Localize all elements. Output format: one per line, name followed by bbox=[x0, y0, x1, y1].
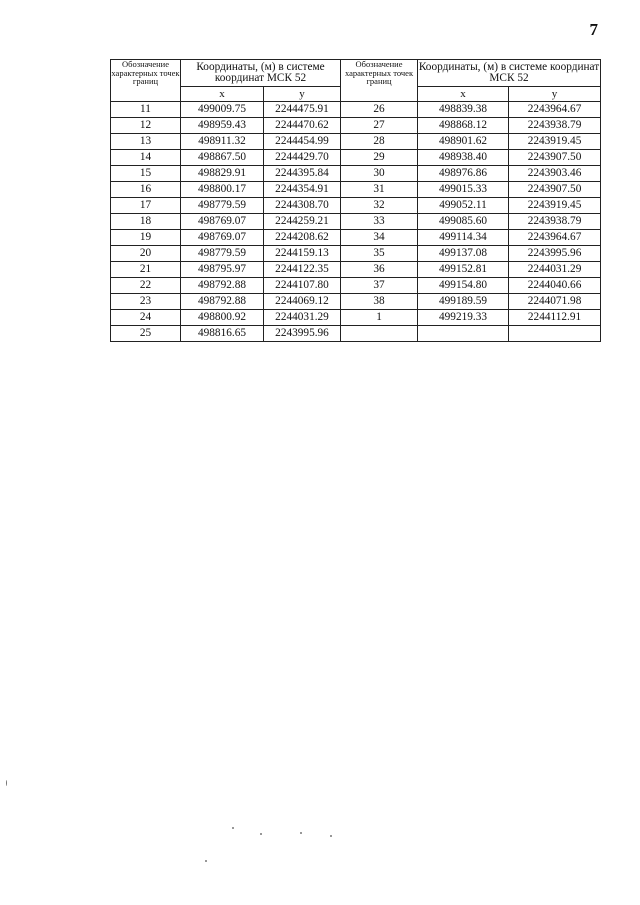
right-y-cell: 2243907.50 bbox=[509, 150, 601, 166]
right-x-cell: 499114.34 bbox=[418, 230, 509, 246]
left-point-cell: 16 bbox=[111, 182, 181, 198]
right-y-cell: 2244112.91 bbox=[509, 310, 601, 326]
right-point-cell bbox=[341, 326, 418, 342]
left-y-cell: 2243995.96 bbox=[264, 326, 341, 342]
left-y-cell: 2244107.80 bbox=[264, 278, 341, 294]
table-row bbox=[111, 246, 601, 262]
right-x-cell: 498938.40 bbox=[418, 150, 509, 166]
table-row bbox=[111, 262, 601, 278]
table-row bbox=[111, 182, 601, 198]
right-point-cell: 27 bbox=[341, 118, 418, 134]
left-y-cell: 2244470.62 bbox=[264, 118, 341, 134]
left-y-cell: 2244208.62 bbox=[264, 230, 341, 246]
left-x-cell: 498795.97 bbox=[181, 262, 264, 278]
right-y-cell: 2243938.79 bbox=[509, 118, 601, 134]
scan-speck bbox=[232, 827, 234, 829]
right-y-cell: 2243938.79 bbox=[509, 214, 601, 230]
left-point-cell: 25 bbox=[111, 326, 181, 342]
left-point-cell: 11 bbox=[111, 102, 181, 118]
right-point-cell: 28 bbox=[341, 134, 418, 150]
right-y-cell: 2243903.46 bbox=[509, 166, 601, 182]
right-point-cell: 36 bbox=[341, 262, 418, 278]
table-row bbox=[111, 326, 601, 342]
table-row bbox=[111, 150, 601, 166]
header-y-right: y bbox=[509, 87, 601, 102]
left-x-cell: 498959.43 bbox=[181, 118, 264, 134]
right-y-cell: 2243919.45 bbox=[509, 198, 601, 214]
right-point-cell: 38 bbox=[341, 294, 418, 310]
left-point-cell: 15 bbox=[111, 166, 181, 182]
left-point-cell: 13 bbox=[111, 134, 181, 150]
right-x-cell: 499137.08 bbox=[418, 246, 509, 262]
right-point-cell: 1 bbox=[341, 310, 418, 326]
right-y-cell: 2243919.45 bbox=[509, 134, 601, 150]
scan-speck bbox=[300, 832, 302, 834]
header-y-left: y bbox=[264, 87, 341, 102]
left-y-cell: 2244069.12 bbox=[264, 294, 341, 310]
right-y-cell bbox=[509, 326, 601, 342]
right-y-cell: 2243907.50 bbox=[509, 182, 601, 198]
right-point-cell: 35 bbox=[341, 246, 418, 262]
header-coords-group-left: Координаты, (м) в системе координат МСК 52 bbox=[181, 60, 341, 87]
left-y-cell: 2244159.13 bbox=[264, 246, 341, 262]
left-point-cell: 21 bbox=[111, 262, 181, 278]
header-point-label-right: Обозначение характерных точек границ bbox=[341, 60, 418, 102]
left-point-cell: 12 bbox=[111, 118, 181, 134]
left-y-cell: 2244475.91 bbox=[264, 102, 341, 118]
right-y-cell: 2243964.67 bbox=[509, 102, 601, 118]
left-point-cell: 18 bbox=[111, 214, 181, 230]
right-x-cell bbox=[418, 326, 509, 342]
table-row bbox=[111, 278, 601, 294]
right-x-cell: 498868.12 bbox=[418, 118, 509, 134]
left-x-cell: 498779.59 bbox=[181, 246, 264, 262]
table-row bbox=[111, 310, 601, 326]
right-point-cell: 26 bbox=[341, 102, 418, 118]
left-point-cell: 22 bbox=[111, 278, 181, 294]
left-point-cell: 14 bbox=[111, 150, 181, 166]
right-x-cell: 498839.38 bbox=[418, 102, 509, 118]
right-x-cell: 499015.33 bbox=[418, 182, 509, 198]
right-x-cell: 499152.81 bbox=[418, 262, 509, 278]
left-x-cell: 498800.17 bbox=[181, 182, 264, 198]
left-point-cell: 19 bbox=[111, 230, 181, 246]
left-y-cell: 2244122.35 bbox=[264, 262, 341, 278]
right-point-cell: 32 bbox=[341, 198, 418, 214]
table-row bbox=[111, 118, 601, 134]
left-point-cell: 23 bbox=[111, 294, 181, 310]
left-y-cell: 2244259.21 bbox=[264, 214, 341, 230]
header-x-left: x bbox=[181, 87, 264, 102]
left-y-cell: 2244354.91 bbox=[264, 182, 341, 198]
right-y-cell: 2243964.67 bbox=[509, 230, 601, 246]
scan-speck bbox=[6, 780, 7, 786]
table-row bbox=[111, 166, 601, 182]
header-point-label-left: Обозначение характерных точек границ bbox=[111, 60, 181, 102]
left-x-cell: 498792.88 bbox=[181, 278, 264, 294]
left-x-cell: 498800.92 bbox=[181, 310, 264, 326]
scan-speck bbox=[260, 833, 262, 835]
right-point-cell: 29 bbox=[341, 150, 418, 166]
left-x-cell: 498816.65 bbox=[181, 326, 264, 342]
left-y-cell: 2244429.70 bbox=[264, 150, 341, 166]
table-row bbox=[111, 294, 601, 310]
right-y-cell: 2244071.98 bbox=[509, 294, 601, 310]
page-number: 7 bbox=[589, 20, 598, 39]
header-coords-group-right: Координаты, (м) в системе координат МСК 52 bbox=[418, 60, 601, 87]
right-y-cell: 2244040.66 bbox=[509, 278, 601, 294]
left-x-cell: 498829.91 bbox=[181, 166, 264, 182]
right-x-cell: 499189.59 bbox=[418, 294, 509, 310]
left-y-cell: 2244395.84 bbox=[264, 166, 341, 182]
left-x-cell: 498867.50 bbox=[181, 150, 264, 166]
right-point-cell: 37 bbox=[341, 278, 418, 294]
right-point-cell: 34 bbox=[341, 230, 418, 246]
right-x-cell: 498976.86 bbox=[418, 166, 509, 182]
right-point-cell: 33 bbox=[341, 214, 418, 230]
table-row bbox=[111, 134, 601, 150]
scan-speck bbox=[205, 860, 207, 862]
right-x-cell: 498901.62 bbox=[418, 134, 509, 150]
table-row bbox=[111, 198, 601, 214]
scan-speck bbox=[330, 835, 332, 837]
left-point-cell: 17 bbox=[111, 198, 181, 214]
left-x-cell: 498779.59 bbox=[181, 198, 264, 214]
coordinates-table-body bbox=[111, 102, 601, 342]
left-y-cell: 2244031.29 bbox=[264, 310, 341, 326]
right-x-cell: 499154.80 bbox=[418, 278, 509, 294]
left-y-cell: 2244308.70 bbox=[264, 198, 341, 214]
left-x-cell: 498769.07 bbox=[181, 230, 264, 246]
left-y-cell: 2244454.99 bbox=[264, 134, 341, 150]
right-point-cell: 30 bbox=[341, 166, 418, 182]
table-row bbox=[111, 230, 601, 246]
right-x-cell: 499219.33 bbox=[418, 310, 509, 326]
coordinates-table bbox=[110, 59, 601, 342]
left-x-cell: 499009.75 bbox=[181, 102, 264, 118]
table-row bbox=[111, 214, 601, 230]
right-x-cell: 499085.60 bbox=[418, 214, 509, 230]
left-x-cell: 498792.88 bbox=[181, 294, 264, 310]
right-y-cell: 2244031.29 bbox=[509, 262, 601, 278]
left-point-cell: 24 bbox=[111, 310, 181, 326]
right-point-cell: 31 bbox=[341, 182, 418, 198]
right-y-cell: 2243995.96 bbox=[509, 246, 601, 262]
header-x-right: x bbox=[418, 87, 509, 102]
right-x-cell: 499052.11 bbox=[418, 198, 509, 214]
table-row bbox=[111, 102, 601, 118]
left-x-cell: 498911.32 bbox=[181, 134, 264, 150]
left-x-cell: 498769.07 bbox=[181, 214, 264, 230]
left-point-cell: 20 bbox=[111, 246, 181, 262]
